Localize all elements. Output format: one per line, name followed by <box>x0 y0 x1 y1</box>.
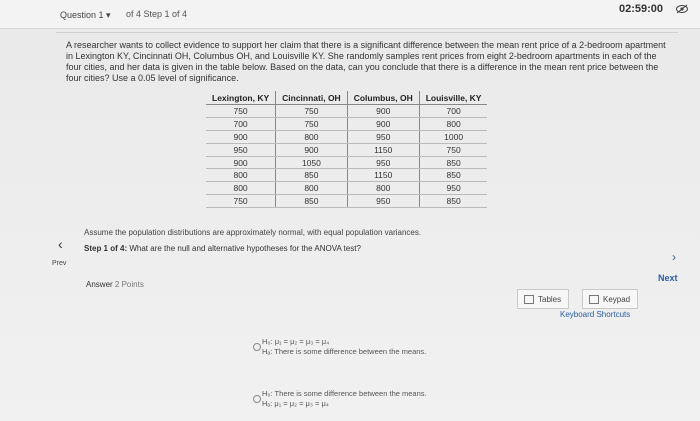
table-cell: 800 <box>276 182 348 195</box>
tables-button[interactable] <box>517 289 569 309</box>
table-row <box>206 169 487 182</box>
keypad-button[interactable] <box>582 289 638 309</box>
table-cell: 950 <box>347 130 419 143</box>
table-icon <box>524 295 534 304</box>
step-prompt-text: What are the null and alternative hypotheses for the ANOVA test? <box>129 244 361 253</box>
question-text: A researcher wants to collect evidence to support her claim that there is a significant difference between the mean rent price of a 2-bedroom apartment in Lexington KY, Cincinnati OH, Columbus OH, and Louisville KY. She randomly samples rent prices from eight 2-bedroom apartments in each of the four cities, and her data is given in the table below. Based on the data, can you conclude that there is a difference in the mean rent price between the four cities? Use a 0.05 level of significance. <box>66 40 666 83</box>
table-cell: 900 <box>206 130 276 143</box>
table-cell: 750 <box>206 105 276 118</box>
option-1-line-2: Hₐ: There is some difference between the means. <box>262 347 427 356</box>
chevron-down-icon: ▾ <box>106 10 111 20</box>
rent-data-table <box>206 91 487 208</box>
option-1-line-1: H₀: μ₁ = μ₂ = μ₃ = μ₄ <box>262 337 330 346</box>
step-indicator: of 4 Step 1 of 4 <box>126 9 188 19</box>
radio-button[interactable] <box>253 395 261 403</box>
prev-button[interactable]: Prev <box>52 260 67 267</box>
table-cell: 750 <box>276 117 348 130</box>
column-header-lexington: Lexington, KY <box>206 91 276 105</box>
step-prompt <box>84 244 361 253</box>
table-row <box>206 143 487 156</box>
table-cell: 1150 <box>347 169 419 182</box>
table-cell: 700 <box>419 105 487 118</box>
next-arrow-icon[interactable]: › <box>672 250 676 264</box>
table-row <box>206 156 487 169</box>
header-divider <box>56 32 678 33</box>
table-cell: 900 <box>276 143 348 156</box>
next-button[interactable]: Next <box>658 273 678 283</box>
timer: 02:59:00 <box>619 3 664 15</box>
keyboard-shortcuts-link[interactable]: Keyboard Shortcuts <box>560 310 631 319</box>
table-cell: 850 <box>419 156 487 169</box>
table-cell: 1000 <box>419 130 487 143</box>
table-row <box>206 105 487 118</box>
table-row <box>206 182 487 195</box>
question-select-label: Question 1 <box>60 10 104 20</box>
prev-arrow-icon[interactable]: ‹ <box>58 236 63 252</box>
table-cell: 950 <box>347 156 419 169</box>
answer-option-2[interactable] <box>262 389 427 409</box>
tables-button-label: Tables <box>538 294 562 304</box>
table-cell: 900 <box>206 156 276 169</box>
table-cell: 950 <box>419 182 487 195</box>
table-cell: 950 <box>206 143 276 156</box>
answer-header <box>86 280 144 289</box>
table-cell: 850 <box>276 169 348 182</box>
table-cell: 900 <box>347 117 419 130</box>
option-2-line-1: H₀: There is some difference between the means. <box>262 389 427 398</box>
table-header-row <box>206 91 487 105</box>
table-cell: 850 <box>419 195 487 208</box>
table-row <box>206 130 487 143</box>
table-cell: 750 <box>276 105 348 118</box>
table-row <box>206 117 487 130</box>
column-header-cincinnati: Cincinnati, OH <box>276 91 348 105</box>
column-header-columbus: Columbus, OH <box>347 91 419 105</box>
table-cell: 800 <box>276 130 348 143</box>
keypad-button-label: Keypad <box>603 294 631 304</box>
step-prompt-label: Step 1 of 4: <box>84 244 128 253</box>
radio-button[interactable] <box>253 343 261 351</box>
table-cell: 750 <box>206 195 276 208</box>
answer-option-1[interactable] <box>262 337 426 357</box>
column-header-louisville: Louisville, KY <box>419 91 487 105</box>
table-row <box>206 195 487 208</box>
table-cell: 900 <box>347 105 419 118</box>
table-cell: 950 <box>347 195 419 208</box>
table-cell: 1050 <box>276 156 348 169</box>
question-select[interactable] <box>60 10 111 21</box>
table-cell: 1150 <box>347 143 419 156</box>
table-cell: 800 <box>206 182 276 195</box>
top-bar <box>0 0 700 29</box>
table-cell: 700 <box>206 117 276 130</box>
option-2-line-2: Hₐ: μ₁ = μ₂ = μ₃ = μ₄ <box>262 399 329 408</box>
table-cell: 800 <box>347 182 419 195</box>
table-cell: 850 <box>276 195 348 208</box>
assumption-text: Assume the population distributions are approximately normal, with equal population variances. <box>84 228 422 237</box>
table-cell: 850 <box>419 169 487 182</box>
table-cell: 750 <box>419 143 487 156</box>
keypad-icon <box>589 295 599 304</box>
answer-points: 2 Points <box>114 280 144 289</box>
answer-label: Answer <box>86 280 113 289</box>
eye-icon[interactable] <box>676 4 688 14</box>
table-cell: 800 <box>419 117 487 130</box>
table-cell: 800 <box>206 169 276 182</box>
